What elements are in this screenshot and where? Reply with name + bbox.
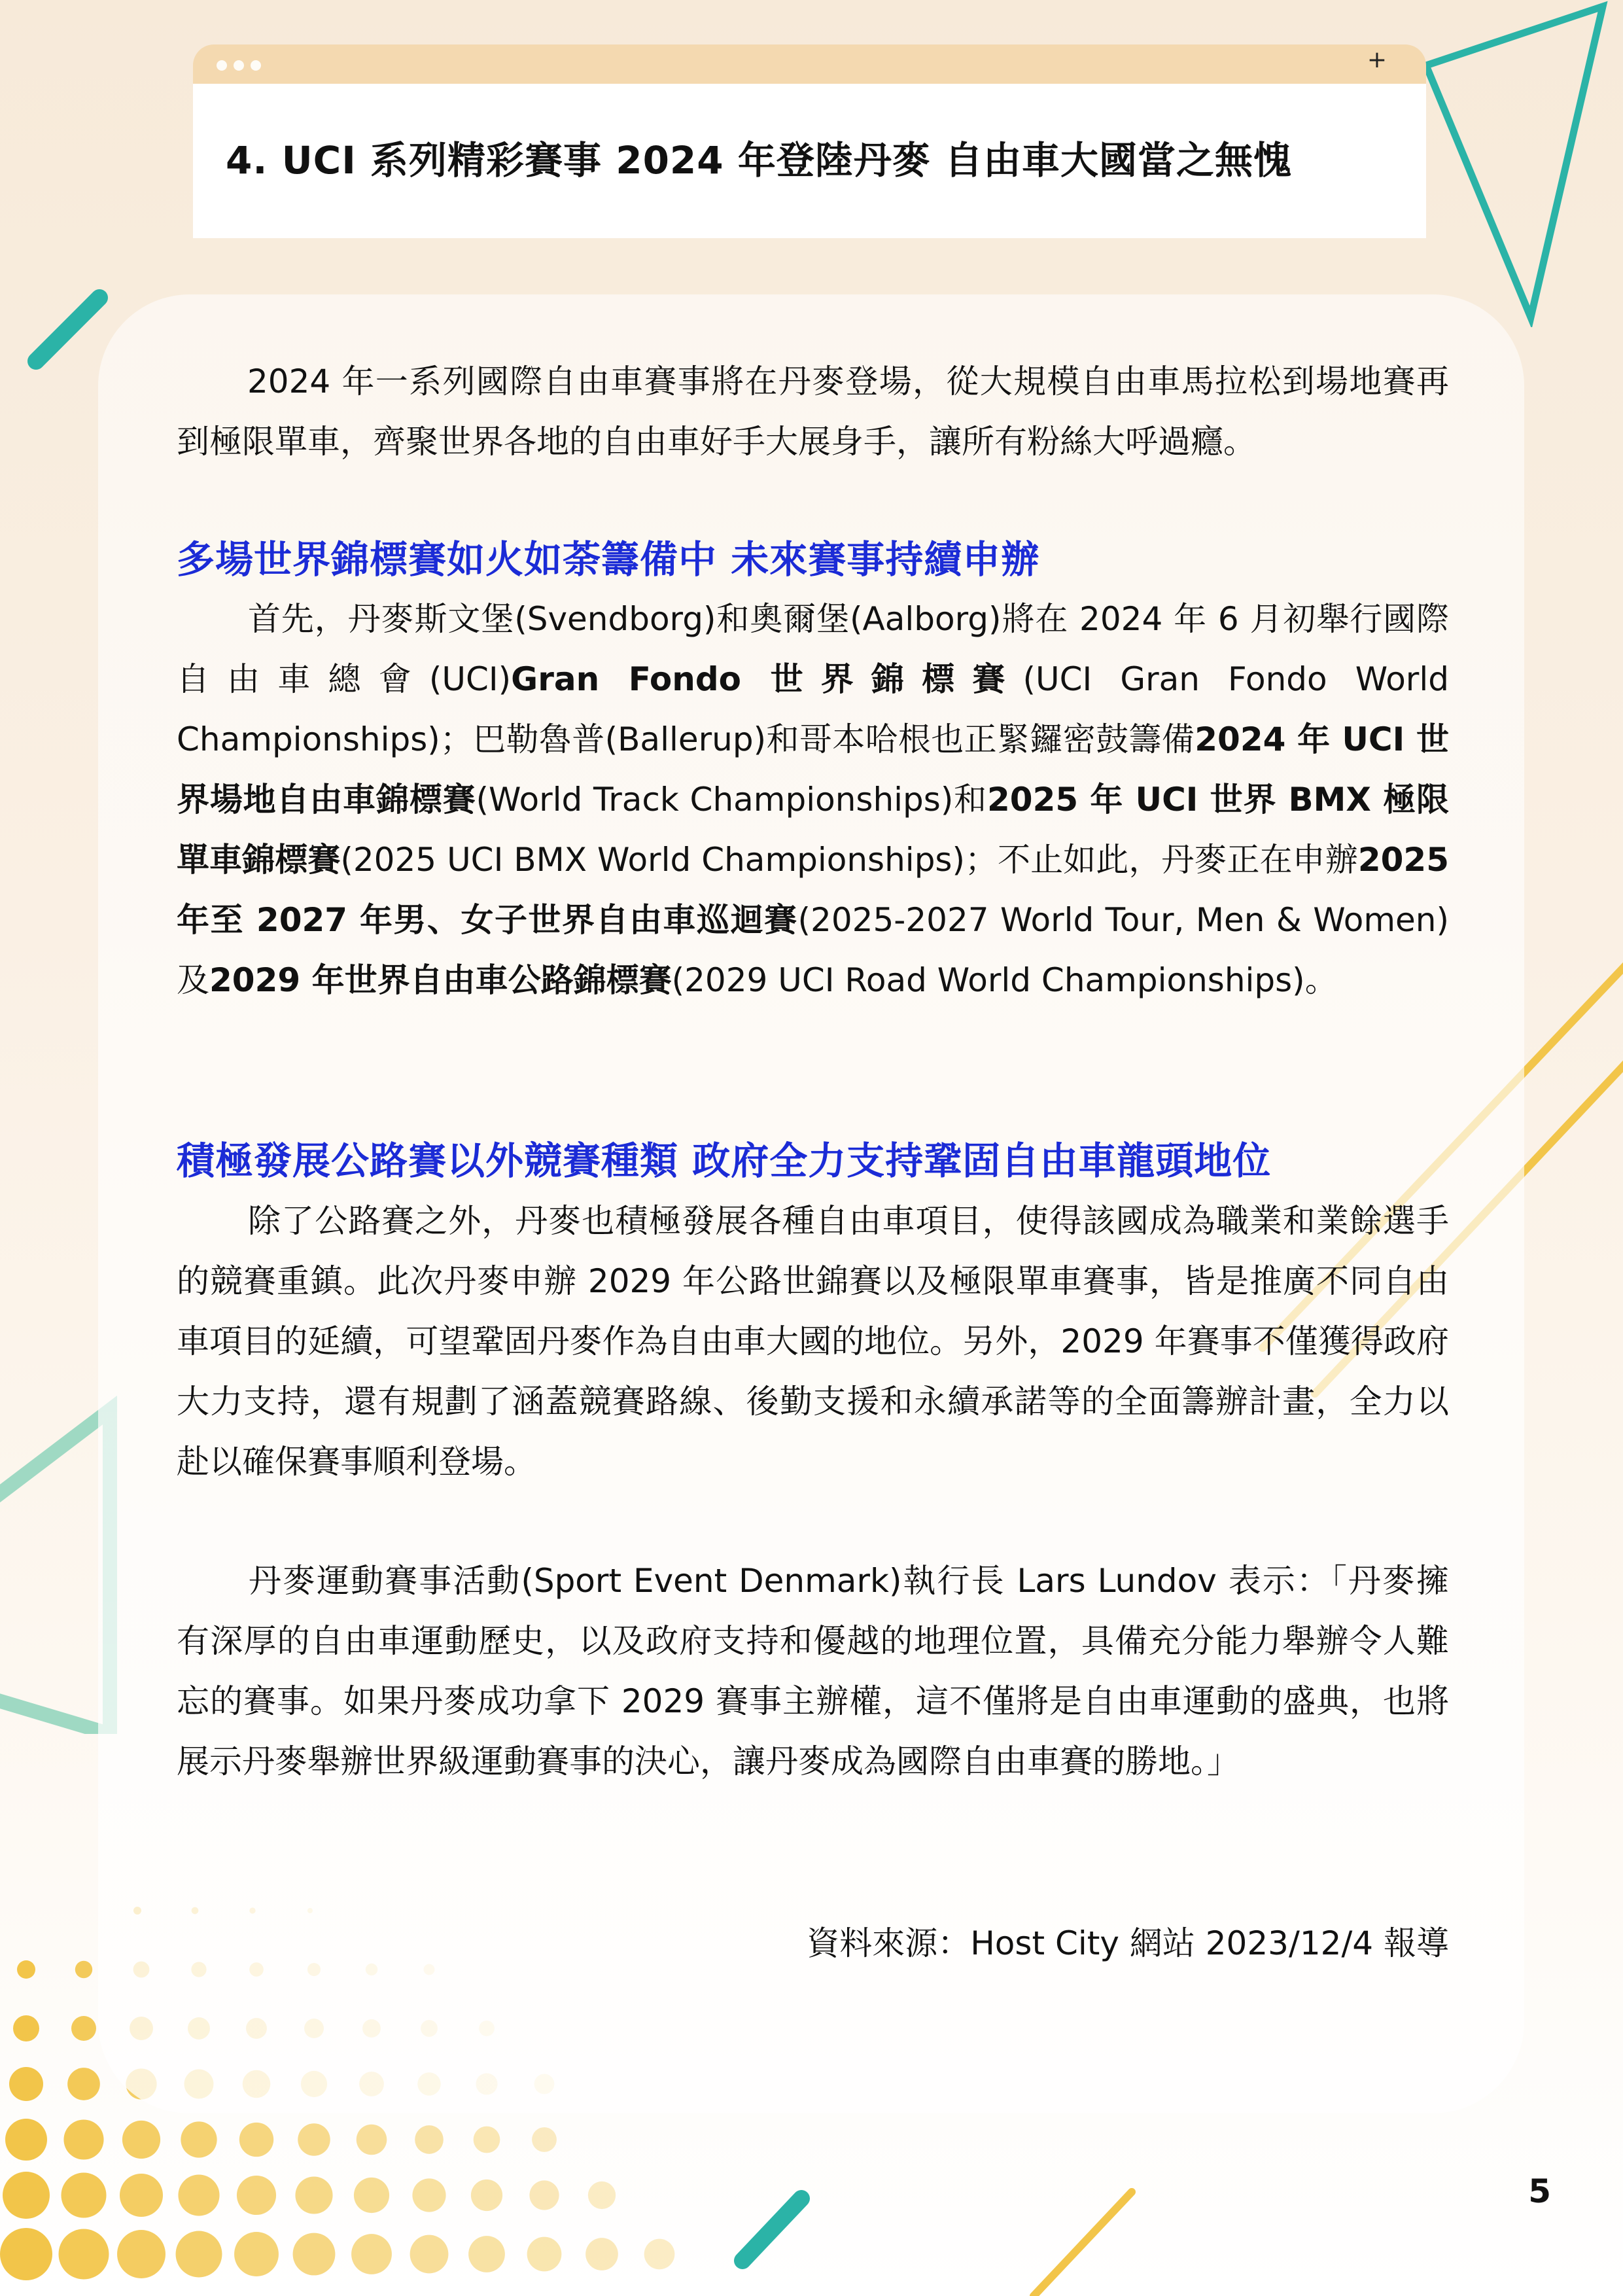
halftone-dot <box>410 2235 449 2274</box>
halftone-dot <box>3 2172 50 2219</box>
event-name: Gran Fondo 世界錦標賽 <box>511 660 1023 698</box>
source-citation: 資料來源：Host City 網站 2023/12/4 報導 <box>807 1924 1449 1962</box>
window-title-bar <box>193 44 1426 85</box>
halftone-dot <box>234 2232 279 2276</box>
halftone-dot <box>412 2178 445 2212</box>
window-dot-icon <box>251 60 261 71</box>
event-name: 2024 年 UCI 世界場地自由車錦標賽 <box>177 720 1449 819</box>
teal-stroke-decoration-bottom <box>726 2185 818 2277</box>
section1-paragraph <box>177 589 1449 1010</box>
halftone-dot <box>474 2127 500 2153</box>
halftone-dot <box>468 2236 505 2272</box>
halftone-dot <box>71 2016 96 2041</box>
window-dot-icon <box>217 60 227 71</box>
section2-paragraph-1 <box>177 1191 1449 1492</box>
halftone-dot <box>351 2234 392 2274</box>
page-number: 5 <box>1528 2172 1551 2210</box>
text-run: (UCI Gran Fondo World Championships)；巴勒魯普(Ballerup)和哥本哈根也正緊鑼密鼓籌備 <box>177 660 1449 758</box>
text-run: (2025-2027 World Tour, Men & Women) 及 <box>177 901 1449 999</box>
halftone-dot <box>357 2125 387 2155</box>
halftone-dot <box>293 2233 336 2276</box>
halftone-dot <box>67 2068 100 2100</box>
halftone-dot <box>239 2123 273 2157</box>
halftone-dot <box>532 2127 557 2152</box>
paragraph-text: 除了公路賽之外，丹麥也積極發展各種自由車項目，使得該國成為職業和業餘選手的競賽重鎮。此次丹麥申辦 2029 年公路世錦賽以及極限單車賽事，皆是推廣不同自由車項目的延續，可望鞏固丹麥作為自由車大國的地位。另外，2029 年賽事不僅獲得政府大力支持，還有規劃了涵蓋競賽路線、後勤支援和永續承諾等的全面籌辦計畫，全力以赴以確保賽事順利登場。 <box>177 1202 1449 1481</box>
yellow-stroke-decoration-bottom <box>994 2172 1164 2296</box>
halftone-dot <box>59 2229 109 2280</box>
halftone-dot <box>61 2172 106 2217</box>
event-name: 2029 年世界自由車公路錦標賽 <box>209 961 672 999</box>
window-dot-icon <box>234 60 244 71</box>
halftone-dot <box>13 2015 39 2041</box>
text-run: (2025 UCI BMX World Championships)；不止如此，丹麥正在申辦 <box>340 841 1358 879</box>
text-run: (World Track Championships)和 <box>476 781 988 819</box>
title-box <box>193 84 1426 238</box>
halftone-dot <box>122 2121 160 2159</box>
teal-triangle-decoration <box>1406 0 1623 327</box>
intro-text: 2024 年一系列國際自由車賽事將在丹麥登場，從大規模自由車馬拉松到場地賽再到極限單車，齊聚世界各地的自由車好手大展身手，讓所有粉絲大呼過癮。 <box>177 362 1449 461</box>
article-title: 4. UCI 系列精彩賽事 2024 年登陸丹麥 自由車大國當之無愧 <box>226 138 1293 183</box>
text-run: (2029 UCI Road World Championships)。 <box>671 961 1338 999</box>
quote-text: 丹麥運動賽事活動(Sport Event Denmark)執行長 Lars Lundov 表示：「丹麥擁有深厚的自由車運動歷史，以及政府支持和優越的地理位置，具備充分能力舉辦令人難忘的賽事。如果丹麥成功拿下 2029 賽事主辦權，這不僅將是自由車運動的盛典，也將展示丹麥舉辦世界級運動賽事的決心，讓丹麥成為國際自由車賽的勝地。」 <box>177 1562 1449 1780</box>
halftone-dot <box>237 2176 276 2215</box>
section-heading-2: 積極發展公路賽以外競賽種類 政府全力支持鞏固自由車龍頭地位 <box>177 1139 1272 1183</box>
halftone-dot <box>178 2174 219 2216</box>
plus-icon: + <box>1367 46 1387 73</box>
halftone-dot <box>9 2067 43 2101</box>
section-heading-1: 多場世界錦標賽如火如荼籌備中 未來賽事持續申辦 <box>177 537 1040 582</box>
intro-paragraph <box>177 351 1449 472</box>
halftone-dot <box>120 2174 163 2217</box>
event-name: 2025 年 UCI 世界 BMX 極限單車錦標賽 <box>177 781 1450 879</box>
halftone-dot <box>63 2119 103 2159</box>
halftone-dot <box>471 2180 502 2211</box>
halftone-dot <box>295 2176 332 2214</box>
event-name: 2025 年至 2027 年男、女子世界自由車巡迴賽 <box>177 841 1449 939</box>
halftone-dot <box>5 2119 47 2161</box>
halftone-dot <box>644 2239 675 2270</box>
halftone-dot <box>527 2237 562 2272</box>
halftone-dot <box>298 2123 330 2155</box>
halftone-dot <box>354 2178 389 2213</box>
halftone-dot <box>529 2180 559 2210</box>
halftone-dot <box>117 2230 166 2278</box>
halftone-dot <box>17 1960 35 1979</box>
halftone-dot <box>585 2238 618 2270</box>
halftone-dot <box>0 2228 52 2280</box>
halftone-dot <box>415 2125 444 2154</box>
text-run: 首先，丹麥斯文堡(Svendborg)和奧爾堡(Aalborg)將在 2024 年 6 月初舉行國際自由車總會(UCI) <box>177 600 1449 698</box>
halftone-dot <box>588 2181 616 2209</box>
halftone-dot <box>181 2121 217 2157</box>
section2-paragraph-2 <box>177 1551 1449 1792</box>
halftone-dot <box>176 2231 222 2278</box>
halftone-dot <box>75 1961 92 1978</box>
